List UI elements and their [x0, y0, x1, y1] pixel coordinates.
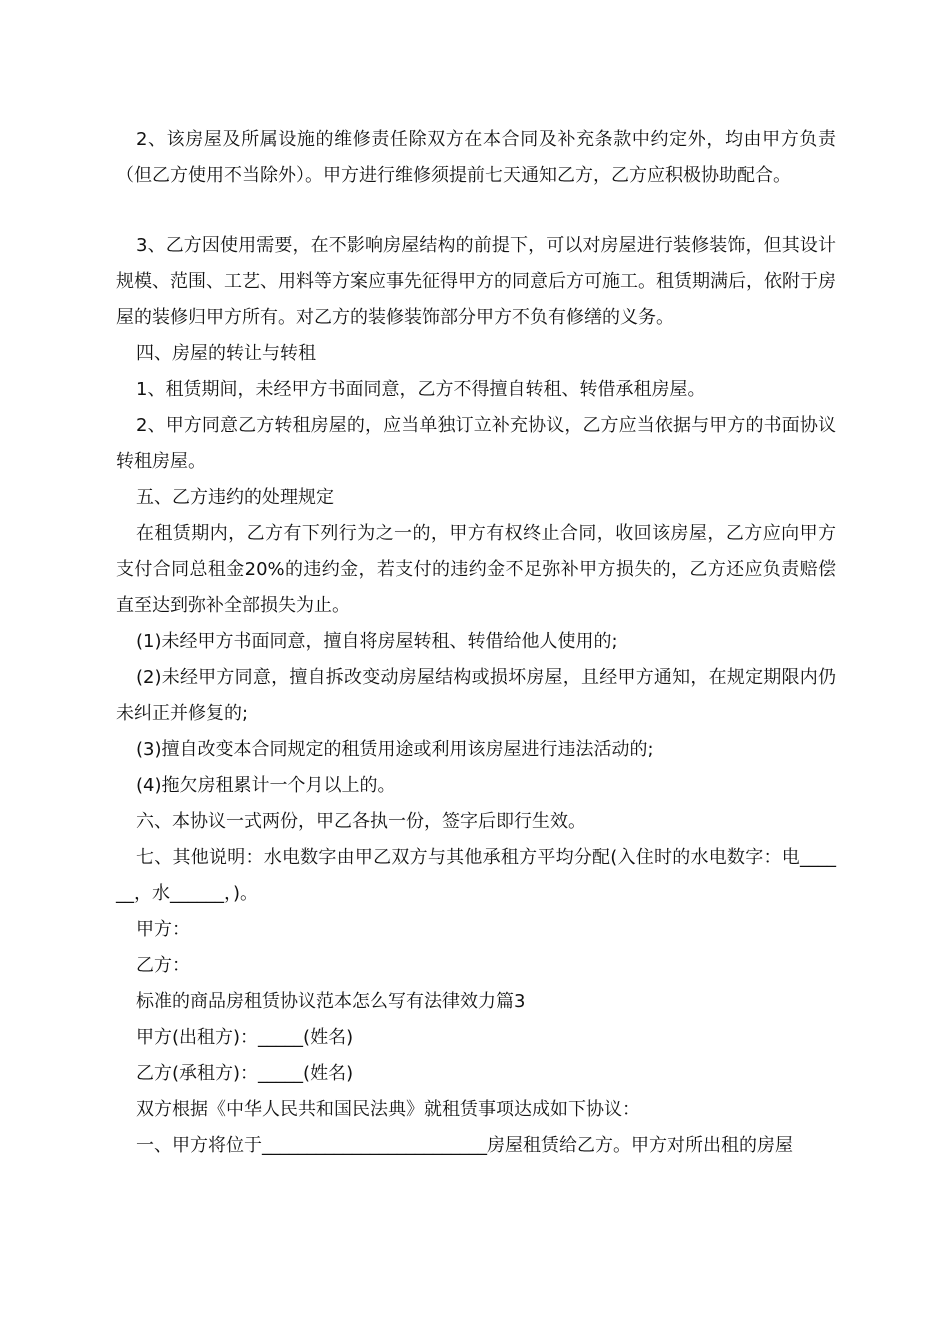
paragraph-sublease-2: 2、甲方同意乙方转租房屋的，应当单独订立补充协议，乙方应当依据与甲方的书面协议转租房屋。 [116, 415, 836, 472]
list-item-breach-2: (2)未经甲方同意，擅自拆改变动房屋结构或损坏房屋，且经甲方通知，在规定期限内仍未纠正并修复的; [116, 667, 836, 724]
article-title: 标准的商品房租赁协议范本怎么写有法律效力篇3 [136, 991, 526, 1012]
list-item-breach-4: (4)拖欠房租累计一个月以上的。 [136, 775, 396, 796]
party-b-lessee: 乙方(承租方)：_____(姓名) [136, 1063, 354, 1084]
list-item-breach-3: (3)擅自改变本合同规定的租赁用途或利用该房屋进行违法活动的; [136, 739, 654, 760]
paragraph-clause-1: 一、甲方将位于_________________________房屋租赁给乙方。甲方对所出租的房屋 [136, 1135, 793, 1156]
paragraph-agreement-basis: 双方根据《中华人民共和国民法典》就租赁事项达成如下协议： [136, 1099, 640, 1120]
party-a-lessor: 甲方(出租方)：_____(姓名) [136, 1027, 354, 1048]
paragraph-gap [116, 194, 836, 228]
paragraph-breach-intro: 在租赁期内，乙方有下列行为之一的，甲方有权终止合同，收回该房屋，乙方应向甲方支付合同总租金20%的违约金，若支付的违约金不足弥补甲方损失的，乙方还应负责赔偿直至达到弥补全部损失为止。 [116, 523, 836, 616]
document-body [116, 122, 836, 1164]
paragraph-other-notes: 七、其他说明：水电数字由甲乙双方与其他承租方平均分配(入住时的水电数字：电______，水______，)。 [116, 847, 836, 904]
section-heading-sublease: 四、房屋的转让与转租 [136, 343, 316, 364]
section-heading-breach: 五、乙方违约的处理规定 [136, 487, 334, 508]
paragraph-copies: 六、本协议一式两份，甲乙各执一份，签字后即行生效。 [136, 811, 586, 832]
list-item-breach-1: (1)未经甲方书面同意，擅自将房屋转租、转借给他人使用的; [136, 631, 618, 652]
signature-party-a: 甲方： [136, 919, 190, 940]
paragraph-repair-responsibility: 2、该房屋及所属设施的维修责任除双方在本合同及补充条款中约定外，均由甲方负责（但乙方使用不当除外）。甲方进行维修须提前七天通知乙方，乙方应积极协助配合。 [116, 129, 836, 186]
signature-party-b: 乙方： [136, 955, 190, 976]
paragraph-sublease-1: 1、租赁期间，未经甲方书面同意，乙方不得擅自转租、转借承租房屋。 [136, 379, 706, 400]
paragraph-decoration: 3、乙方因使用需要，在不影响房屋结构的前提下，可以对房屋进行装修装饰，但其设计规模、范围、工艺、用料等方案应事先征得甲方的同意后方可施工。租赁期满后，依附于房屋的装修归甲方所有。对乙方的装修装饰部分甲方不负有修缮的义务。 [116, 235, 836, 328]
